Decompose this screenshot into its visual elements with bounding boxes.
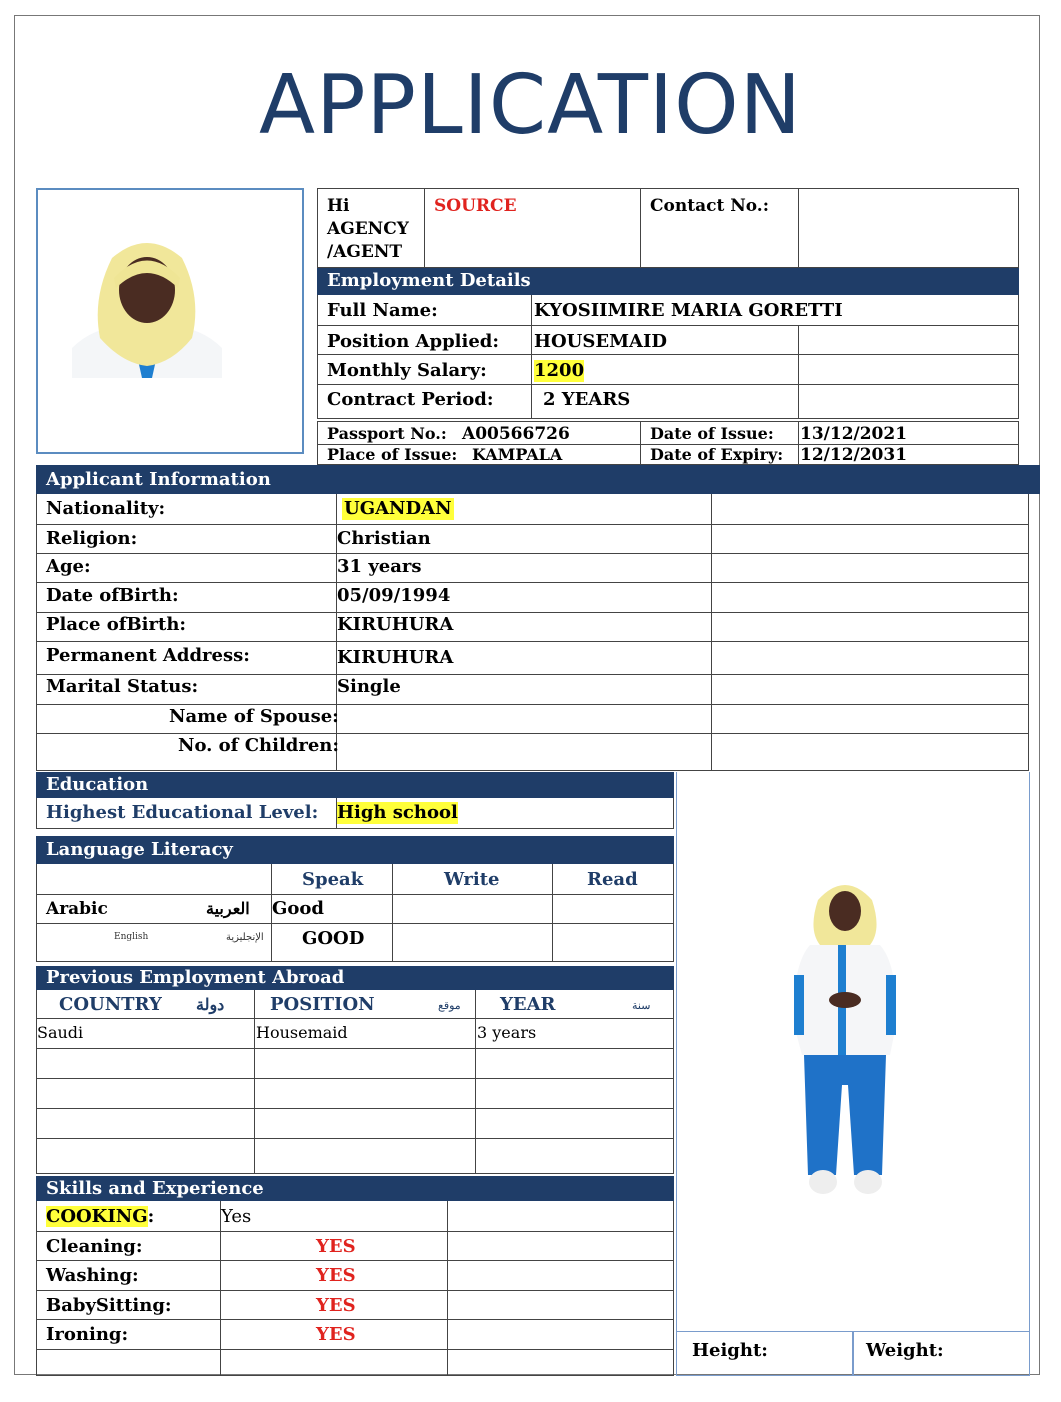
employment-details-header: Employment Details — [317, 268, 1019, 295]
applicant-info-header: Applicant Information — [36, 465, 1040, 494]
english-label-ar: الإنجليزية — [226, 932, 264, 943]
weight-label: Weight: — [866, 1340, 944, 1361]
education-level-value: High school — [337, 802, 458, 823]
nationality-value: UGANDAN — [344, 498, 452, 519]
read-header: Read — [587, 869, 638, 890]
issue-date-value: 13/12/2021 — [800, 424, 908, 444]
passport-value: A00566726 — [462, 424, 570, 444]
language-header: Language Literacy — [36, 836, 674, 864]
skill-ironing-value: YES — [316, 1324, 356, 1345]
position-header: POSITION — [270, 994, 375, 1015]
marital-value: Single — [337, 676, 401, 697]
prev-position-1: Housemaid — [256, 1023, 348, 1042]
nationality-label: Nationality: — [46, 498, 166, 519]
english-label: English — [114, 932, 149, 942]
position-value: HOUSEMAID — [534, 331, 668, 352]
portrait-photo — [72, 238, 222, 378]
skill-cooking-label: COOKING: — [46, 1206, 155, 1227]
skill-cooking-value: Yes — [221, 1206, 252, 1227]
contact-label: Contact No.: — [650, 196, 769, 216]
position-label: Position Applied: — [327, 331, 500, 352]
year-header: YEAR — [500, 994, 556, 1015]
country-header-ar: دولة — [196, 995, 225, 1014]
skill-ironing-label: Ironing: — [46, 1324, 129, 1345]
source-label: SOURCE — [434, 196, 517, 216]
expiry-value: 12/12/2031 — [800, 445, 908, 465]
full-name-value: KYOSIIMIRE MARIA GORETTI — [534, 300, 843, 321]
children-label: No. of Children: — [178, 735, 340, 756]
position-header-ar: موقع — [438, 999, 461, 1012]
salary-label: Monthly Salary: — [327, 360, 487, 381]
dob-label: Date ofBirth: — [46, 585, 179, 606]
address-value: KIRUHURA — [337, 647, 454, 668]
skill-babysitting-label: BabySitting: — [46, 1295, 172, 1316]
english-speak: GOOD — [302, 928, 365, 949]
education-level-label: Highest Educational Level: — [46, 802, 319, 823]
religion-label: Religion: — [46, 528, 138, 549]
address-label: Permanent Address: — [46, 645, 250, 666]
skill-cleaning-label: Cleaning: — [46, 1236, 143, 1257]
full-name-label: Full Name: — [327, 300, 438, 321]
dob-value: 05/09/1994 — [337, 585, 451, 606]
height-label: Height: — [692, 1340, 768, 1361]
age-value: 31 years — [337, 556, 422, 577]
age-label: Age: — [46, 556, 91, 577]
full-body-photo — [790, 875, 900, 1200]
place-issue-label: Place of Issue: — [327, 445, 458, 464]
contract-value: 2 YEARS — [543, 389, 631, 410]
previous-employment-header: Previous Employment Abroad — [36, 966, 674, 990]
speak-header: Speak — [302, 869, 364, 890]
year-header-ar: سنة — [632, 999, 651, 1012]
arabic-speak: Good — [272, 898, 324, 919]
skills-header: Skills and Experience — [36, 1176, 674, 1201]
expiry-label: Date of Expiry: — [650, 445, 784, 464]
issue-date-label: Date of Issue: — [650, 424, 774, 443]
skill-cleaning-value: YES — [316, 1236, 356, 1257]
arabic-label: Arabic — [46, 899, 108, 919]
skill-washing-value: YES — [316, 1265, 356, 1286]
education-header: Education — [36, 772, 674, 798]
arabic-label-ar: العربية — [206, 899, 250, 918]
country-header: COUNTRY — [59, 994, 162, 1015]
place-issue-value: KAMPALA — [472, 445, 563, 464]
marital-label: Marital Status: — [46, 676, 199, 697]
agency-label: Hi AGENCY /AGENT — [327, 196, 409, 262]
pob-label: Place ofBirth: — [46, 614, 187, 635]
prev-country-1: Saudi — [37, 1023, 84, 1042]
contract-label: Contract Period: — [327, 389, 494, 410]
skill-washing-label: Washing: — [46, 1265, 139, 1286]
spouse-label: Name of Spouse: — [169, 706, 339, 727]
write-header: Write — [444, 869, 500, 890]
religion-value: Christian — [337, 528, 431, 549]
prev-year-1: 3 years — [477, 1023, 537, 1042]
salary-value: 1200 — [534, 360, 585, 381]
passport-label: Passport No.: — [327, 424, 447, 443]
pob-value: KIRUHURA — [337, 614, 454, 635]
skill-babysitting-value: YES — [316, 1295, 356, 1316]
page-title: APPLICATION — [259, 58, 802, 153]
